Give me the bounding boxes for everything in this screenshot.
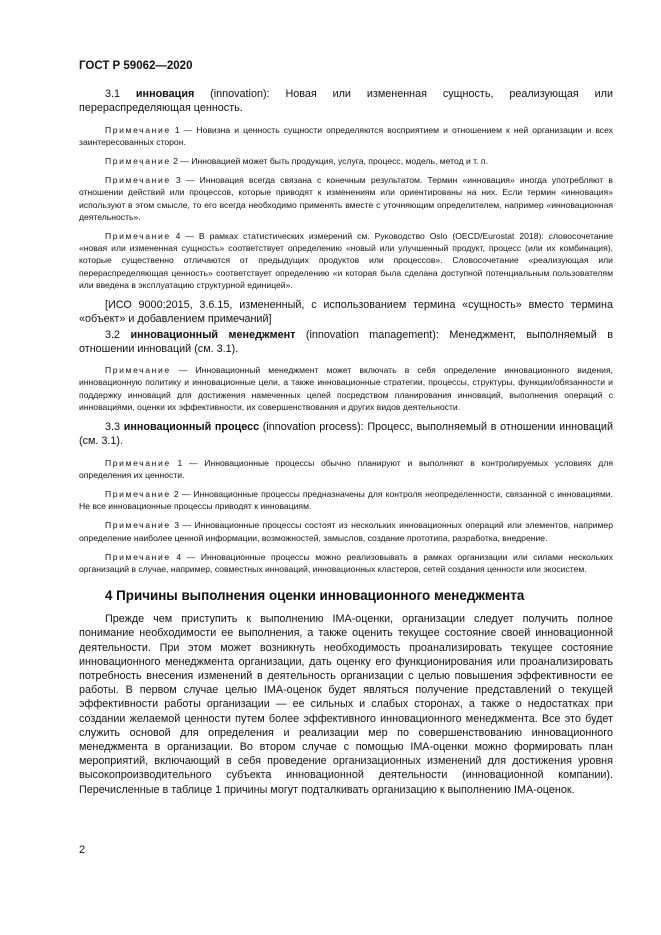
- term-name: инновация: [135, 88, 195, 100]
- section-4-heading: 4 Причины выполнения оценки инновационного менеджмента: [105, 588, 525, 604]
- section-4-body: Прежде чем приступить к выполнению IMA-оценки, организации следует получить полное понимание необходимости ее выполнения, а также оценить текущее состояние своей инновационной деятельности. При этом может возникнуть необходимость проанализировать текущее состояние инновационного менеджмента организации, дать оценку его функционирования или проанализировать потребность внесения изменений в деятельность организации с целью повышения эффективности ее работы. В первом случае целью IMA-оценок будет являться получение представлений о текущей эффективности работы организации — ее сильных и слабых сторонах, а также о недостатках при создании желаемой ценности путем более эффективного инновационного менеджмента. Все это будет служить основой для определения и реализации мер по совершенствованию инновационного менеджмента в организации. Во втором случае с помощью IMA-оценки можно формировать план мероприятий, включающий в себя проведение организационных изменений для достижения уровня высокопроизводительного субъекта инновационной деятельности (инновационной компании). Перечисленные в таблице 1 причины могут подталкивать организацию к выполнению IMA-оценок.: [79, 613, 613, 796]
- note-text: Новизна и ценность сущности определяются восприятием и отношением к ней организации и всех заинтересованных сторон.: [79, 124, 613, 147]
- note-label: Примечание: [105, 520, 171, 531]
- note-3-1-4: [79, 230, 613, 291]
- note-number: 2 —: [170, 489, 194, 500]
- note-text: В рамках статистических измерений см. Руководство Oslo (OECD/Eurostat 2018): словосочетание «новая или измененная сущность» соответствует определению «новый или улучшенный продукт, процесс (или их комбинация), которые существенно отличаются от предыдущих продуктов или процессов». Словосочетание «реализующая или перераспределяющая ценность» соответствует определению «и которая была сделана доступной потенциальным пользователям или введена в эксплуатацию структурной единицей».: [79, 231, 613, 290]
- note-number: 4 —: [170, 231, 199, 242]
- document-code: ГОСТ Р 59062—2020: [79, 60, 193, 72]
- page-number: 2: [79, 844, 86, 856]
- note-text: Инновационные процессы предназначены для контроля неопределенности, связанной с инновациями. Не все инновационные процессы приводят к инновациям.: [79, 489, 613, 512]
- note-label: Примечание: [105, 551, 171, 562]
- term-number: 3.3: [105, 421, 121, 434]
- term-definition: (innovation process): Процесс, выполняемый в отношении инноваций (см. 3.1).: [79, 421, 613, 448]
- note-number: 4 —: [170, 551, 201, 562]
- term-number: 3.2: [105, 328, 121, 341]
- term-3-1: [79, 87, 613, 116]
- note-text: Инновационный менеджмент может включать в себя определение инновационного видения, инновационную политику и инновационные цели, а также инновационные стратегии, процессы, структуры, функции/обязанности и поддержку инноваций для достижения намеченных целей посредством планирования инноваций, выполнения операций с инновациями, оценки их эффективности, их совершенствования и других видов деятельности.: [79, 365, 614, 412]
- term-name: инновационный менеджмент: [130, 328, 296, 341]
- note-label: Примечание: [105, 457, 171, 468]
- note-text: Инновация всегда связана с конечным результатом. Термин «инновация» иногда употребляют в отношении действий или процессов, которые приводят к изменениям или ориентированы на них. Если термин «инновация» используют в этом смысле, то его всегда необходимо применять вместе с уточняющим определителем, например «инновационная деятельность».: [79, 175, 613, 222]
- note-number: 1 —: [170, 124, 197, 135]
- note-3-3-1: [79, 457, 613, 481]
- note-3-1-2: [79, 155, 613, 167]
- note-number: 1 —: [170, 457, 205, 468]
- note-text: Инновационные процессы обычно планируют и выполняют в контролируемых условиях для определения их ценности.: [79, 457, 613, 480]
- note-3-3-3: [79, 519, 613, 543]
- note-label: Примечание: [105, 175, 171, 186]
- note-3-3-2: [79, 488, 613, 512]
- note-3-1-3: [79, 174, 613, 223]
- note-3-2: [79, 364, 613, 413]
- note-label: Примечание: [105, 365, 171, 376]
- document-content: [79, 87, 613, 797]
- note-label: Примечание: [105, 124, 171, 135]
- term-definition: (innovation management): Менеджмент, выполняемый в отношении инноваций (см. 3.1).: [79, 328, 613, 355]
- note-3-1-1: [79, 124, 613, 148]
- note-label: Примечание: [105, 156, 171, 166]
- source-reference: [ИСО 9000:2015, 3.6.15, измененный, с использованием термина «сущность» вместо термина «объект» и добавлением примечаний]: [79, 299, 613, 326]
- note-number: 3 —: [170, 175, 200, 186]
- term-name: инновационный процесс: [123, 421, 260, 434]
- term-definition: (innovation): Новая или измененная сущность, реализующая или перераспределяющая ценность.: [79, 88, 614, 115]
- note-number: —: [170, 365, 196, 376]
- note-text: Инновационные процессы можно реализовывать в рамках организации или силами нескольких организаций в случае, например, совместных инноваций, инновационных кластеров, сетей создания ценности или экосистем.: [79, 551, 613, 575]
- note-text: Инновационные процессы состоят из нескольких инновационных операций или элементов, например определение наиболее ценной информации, возможностей, замыслов, создание прототипа, разработка, внедрение.: [79, 520, 613, 543]
- note-label: Примечание: [105, 231, 171, 242]
- term-3-2: [79, 328, 613, 357]
- term-3-3: [79, 420, 613, 449]
- note-number: 2 —: [170, 156, 192, 166]
- note-number: 3 —: [170, 520, 195, 531]
- note-text: Инновацией может быть продукция, услуга, процесс, модель, метод и т. п.: [191, 156, 488, 166]
- term-number: 3.1: [105, 88, 121, 100]
- note-label: Примечание: [105, 489, 171, 500]
- note-3-3-4: [79, 551, 613, 575]
